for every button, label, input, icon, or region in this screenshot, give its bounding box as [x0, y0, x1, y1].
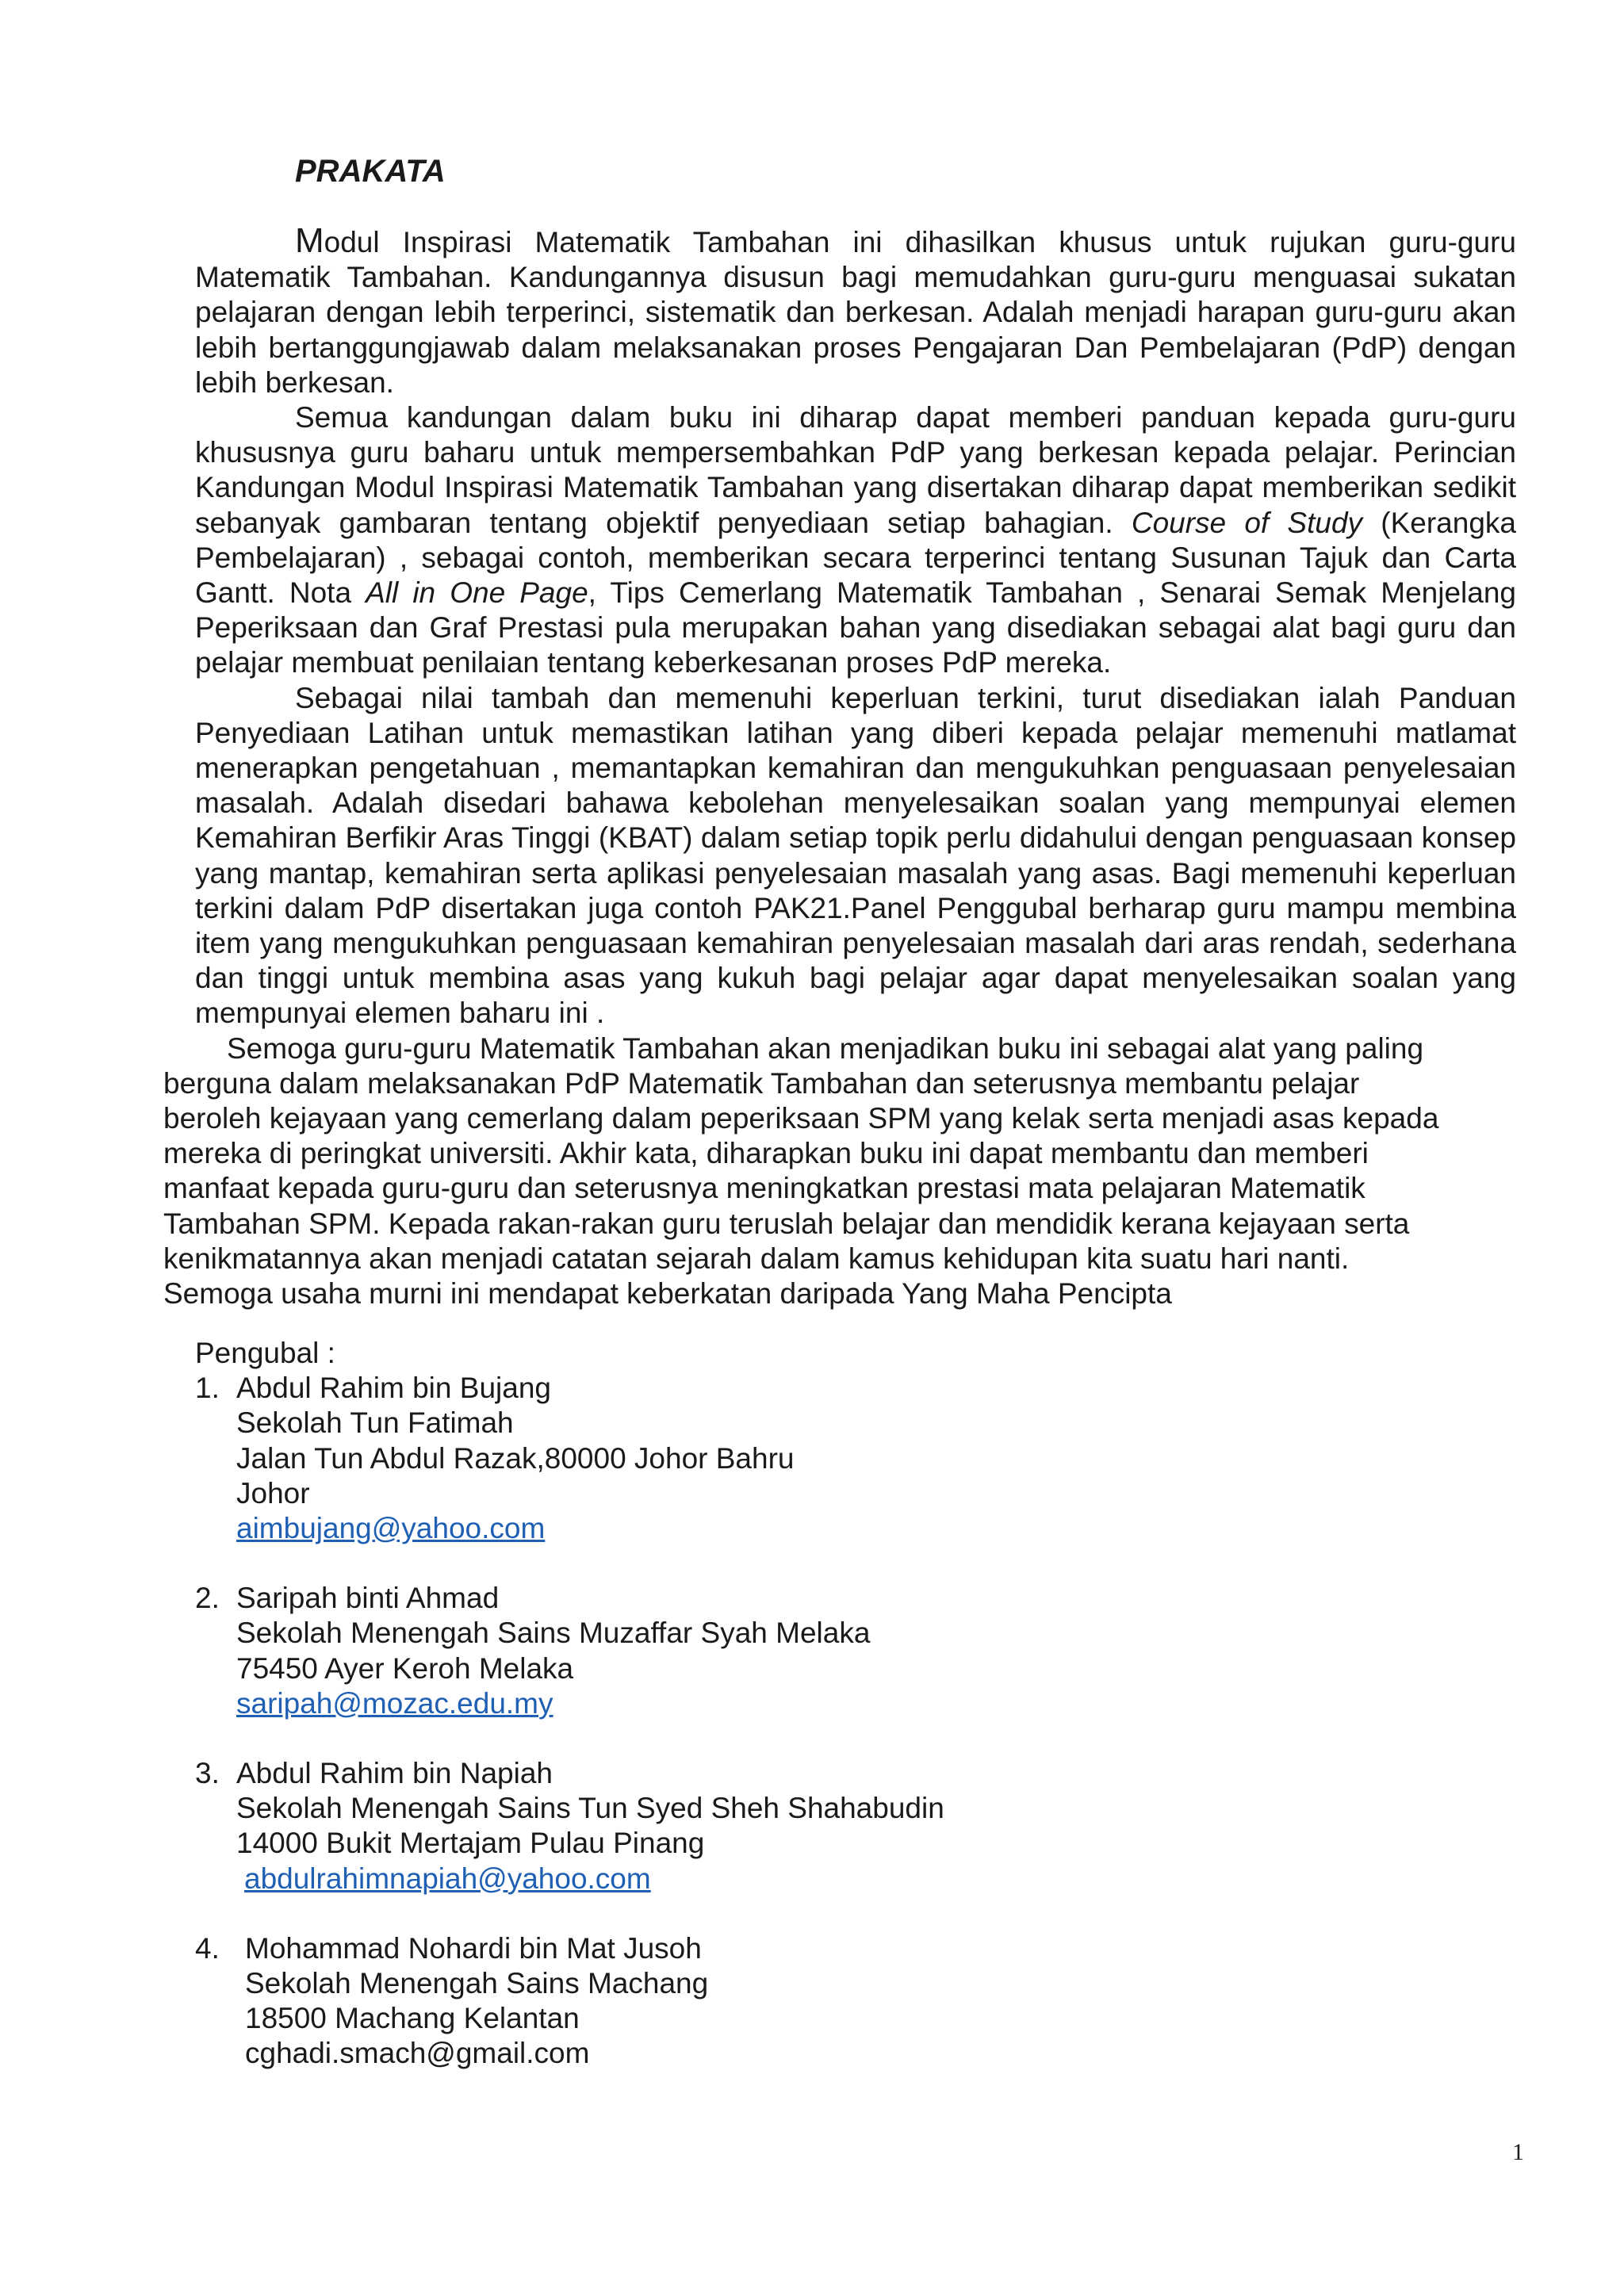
- page-title: PRAKATA: [295, 154, 446, 189]
- italic-all-in-one-page: All in One Page: [366, 576, 588, 610]
- author-address: 14000 Bukit Mertajam Pulau Pinang: [236, 1827, 705, 1860]
- author-address: Jalan Tun Abdul Razak,80000 Johor Bahru: [236, 1441, 795, 1475]
- author-email-link[interactable]: aimbujang@yahoo.com: [236, 1512, 546, 1545]
- paragraph-1: [195, 221, 1516, 400]
- preface-body: [163, 221, 1516, 1311]
- paragraph-1-text: odul Inspirasi Matematik Tambahan ini dihasilkan khusus untuk rujukan guru-guru Matematik Tambahan. Kandungannya disusun bagi memudahkan guru-guru menguasai sukatan pelajaran dengan lebih terperinci, sistematik dan berkesan. Adalah menjadi harapan guru-guru akan lebih bertanggungjawab dalam melaksanakan proses Pengajaran Dan Pembelajaran (PdP) dengan lebih berkesan.: [195, 226, 1516, 399]
- paragraph-4-line: Semoga guru-guru Matematik Tambahan akan menjadikan buku ini sebagai alat yang paling: [227, 1031, 1424, 1065]
- author-name: Abdul Rahim bin Bujang: [236, 1372, 551, 1405]
- paragraph-4-line: beroleh kejayaan yang cemerlang dalam peperiksaan SPM yang kelak serta menjadi asas kepada: [163, 1102, 1439, 1135]
- author-school: Sekolah Tun Fatimah: [236, 1406, 514, 1440]
- paragraph-4-line: berguna dalam melaksanakan PdP Matematik Tambahan dan seterusnya membantu pelajar: [163, 1066, 1360, 1100]
- author-school: Sekolah Menengah Sains Tun Syed Sheh Shahabudin: [236, 1792, 944, 1825]
- authors-section: [195, 1336, 1226, 2107]
- author-school: Sekolah Menengah Sains Machang: [245, 1967, 709, 2000]
- author-address: 18500 Machang Kelantan: [245, 2002, 580, 2035]
- drop-letter: M: [295, 221, 324, 260]
- author-name: Saripah binti Ahmad: [236, 1582, 500, 1615]
- author-entry: [195, 1581, 1226, 1721]
- author-address: Johor: [236, 1476, 310, 1510]
- author-number: 3.: [195, 1757, 220, 1790]
- authors-heading: Pengubal :: [195, 1337, 335, 1369]
- paragraph-4-line: manfaat kepada guru-guru dan seterusnya meningkatkan prestasi mata pelajaran Matematik: [163, 1172, 1365, 1205]
- author-email: cghadi.smach@gmail.com: [245, 2037, 590, 2070]
- author-address: 75450 Ayer Keroh Melaka: [236, 1651, 574, 1685]
- paragraph-2-text-a: Semua kandungan dalam buku ini diharap dapat memberi panduan kepada guru-guru khususnya guru baharu untuk mempersembahkan PdP yang berkesan kepada pelajar. Perincian Kandungan Modul Inspirasi Matematik Tambahan yang disertakan diharap dapat memberikan sedikit sebanyak gambaran tentang objektif penyediaan setiap bahagian.: [195, 401, 1516, 539]
- paragraph-2-text-c: , Tips Cemerlang Matematik Tambahan , Senarai Semak Menjelang Peperiksaan dan Graf Prestasi pula merupakan bahan yang disediakan sebagai alat bagi guru dan pelajar membuat penilaian tentang keberkesanan proses PdP mereka.: [195, 576, 1516, 679]
- author-number: 4.: [195, 1931, 220, 1965]
- author-name: Abdul Rahim bin Napiah: [236, 1757, 553, 1790]
- paragraph-4-line: mereka di peringkat universiti. Akhir kata, diharapkan buku ini dapat membantu dan memberi: [163, 1137, 1369, 1170]
- paragraph-4-line: kenikmatannya akan menjadi catatan sejarah dalam kamus kehidupan kita suatu hari nanti.: [163, 1242, 1350, 1275]
- paragraph-2-text-b: (Kerangka Pembelajaran) , sebagai contoh, memberikan secara terperinci tentang Susunan Tajuk dan Carta Gantt. Nota: [195, 506, 1516, 610]
- paragraph-2: [195, 400, 1516, 681]
- author-number: 2.: [195, 1582, 220, 1615]
- paragraph-4-line: Semoga usaha murni ini mendapat keberkatan daripada Yang Maha Pencipta: [163, 1277, 1172, 1311]
- author-entry: [195, 1756, 1226, 1896]
- author-entry: [195, 1931, 1226, 2072]
- page-number: 1: [1512, 2139, 1524, 2165]
- author-school: Sekolah Menengah Sains Muzaffar Syah Melaka: [236, 1617, 871, 1650]
- paragraph-4: [163, 1031, 1516, 1312]
- author-entry: [195, 1371, 1226, 1546]
- author-number: 1.: [195, 1372, 220, 1405]
- author-email-link[interactable]: saripah@mozac.edu.my: [236, 1686, 553, 1720]
- author-name: Mohammad Nohardi bin Mat Jusoh: [245, 1931, 702, 1965]
- author-email-link[interactable]: abdulrahimnapiah@yahoo.com: [244, 1862, 651, 1895]
- paragraph-3: Sebagai nilai tambah dan memenuhi keperluan terkini, turut disediakan ialah Panduan Penyediaan Latihan untuk memastikan latihan yang diberi kepada pelajar memenuhi matlamat menerapkan pengetahuan , memantapkan kemahiran dan mengukuhkan penguasaan penyelesaian masalah. Adalah disedari bahawa kebolehan menyelesaikan soalan yang mempunyai elemen Kemahiran Berfikir Aras Tinggi (KBAT) dalam setiap topik perlu didahului dengan penguasaan konsep yang mantap, kemahiran serta aplikasi penyelesaian masalah yang asas. Bagi memenuhi keperluan terkini dalam PdP disertakan juga contoh PAK21.Panel Penggubal berharap guru mampu membina item yang mengukuhkan penguasaan kemahiran penyelesaian masalah dari aras rendah, sederhana dan tinggi untuk membina asas yang kukuh bagi pelajar agar dapat menyelesaikan soalan yang mempunyai elemen baharu ini .: [195, 681, 1516, 1030]
- paragraph-4-line: Tambahan SPM. Kepada rakan-rakan guru teruslah belajar dan mendidik kerana kejayaan serta: [163, 1207, 1410, 1240]
- italic-course-of-study: Course of Study: [1131, 506, 1363, 539]
